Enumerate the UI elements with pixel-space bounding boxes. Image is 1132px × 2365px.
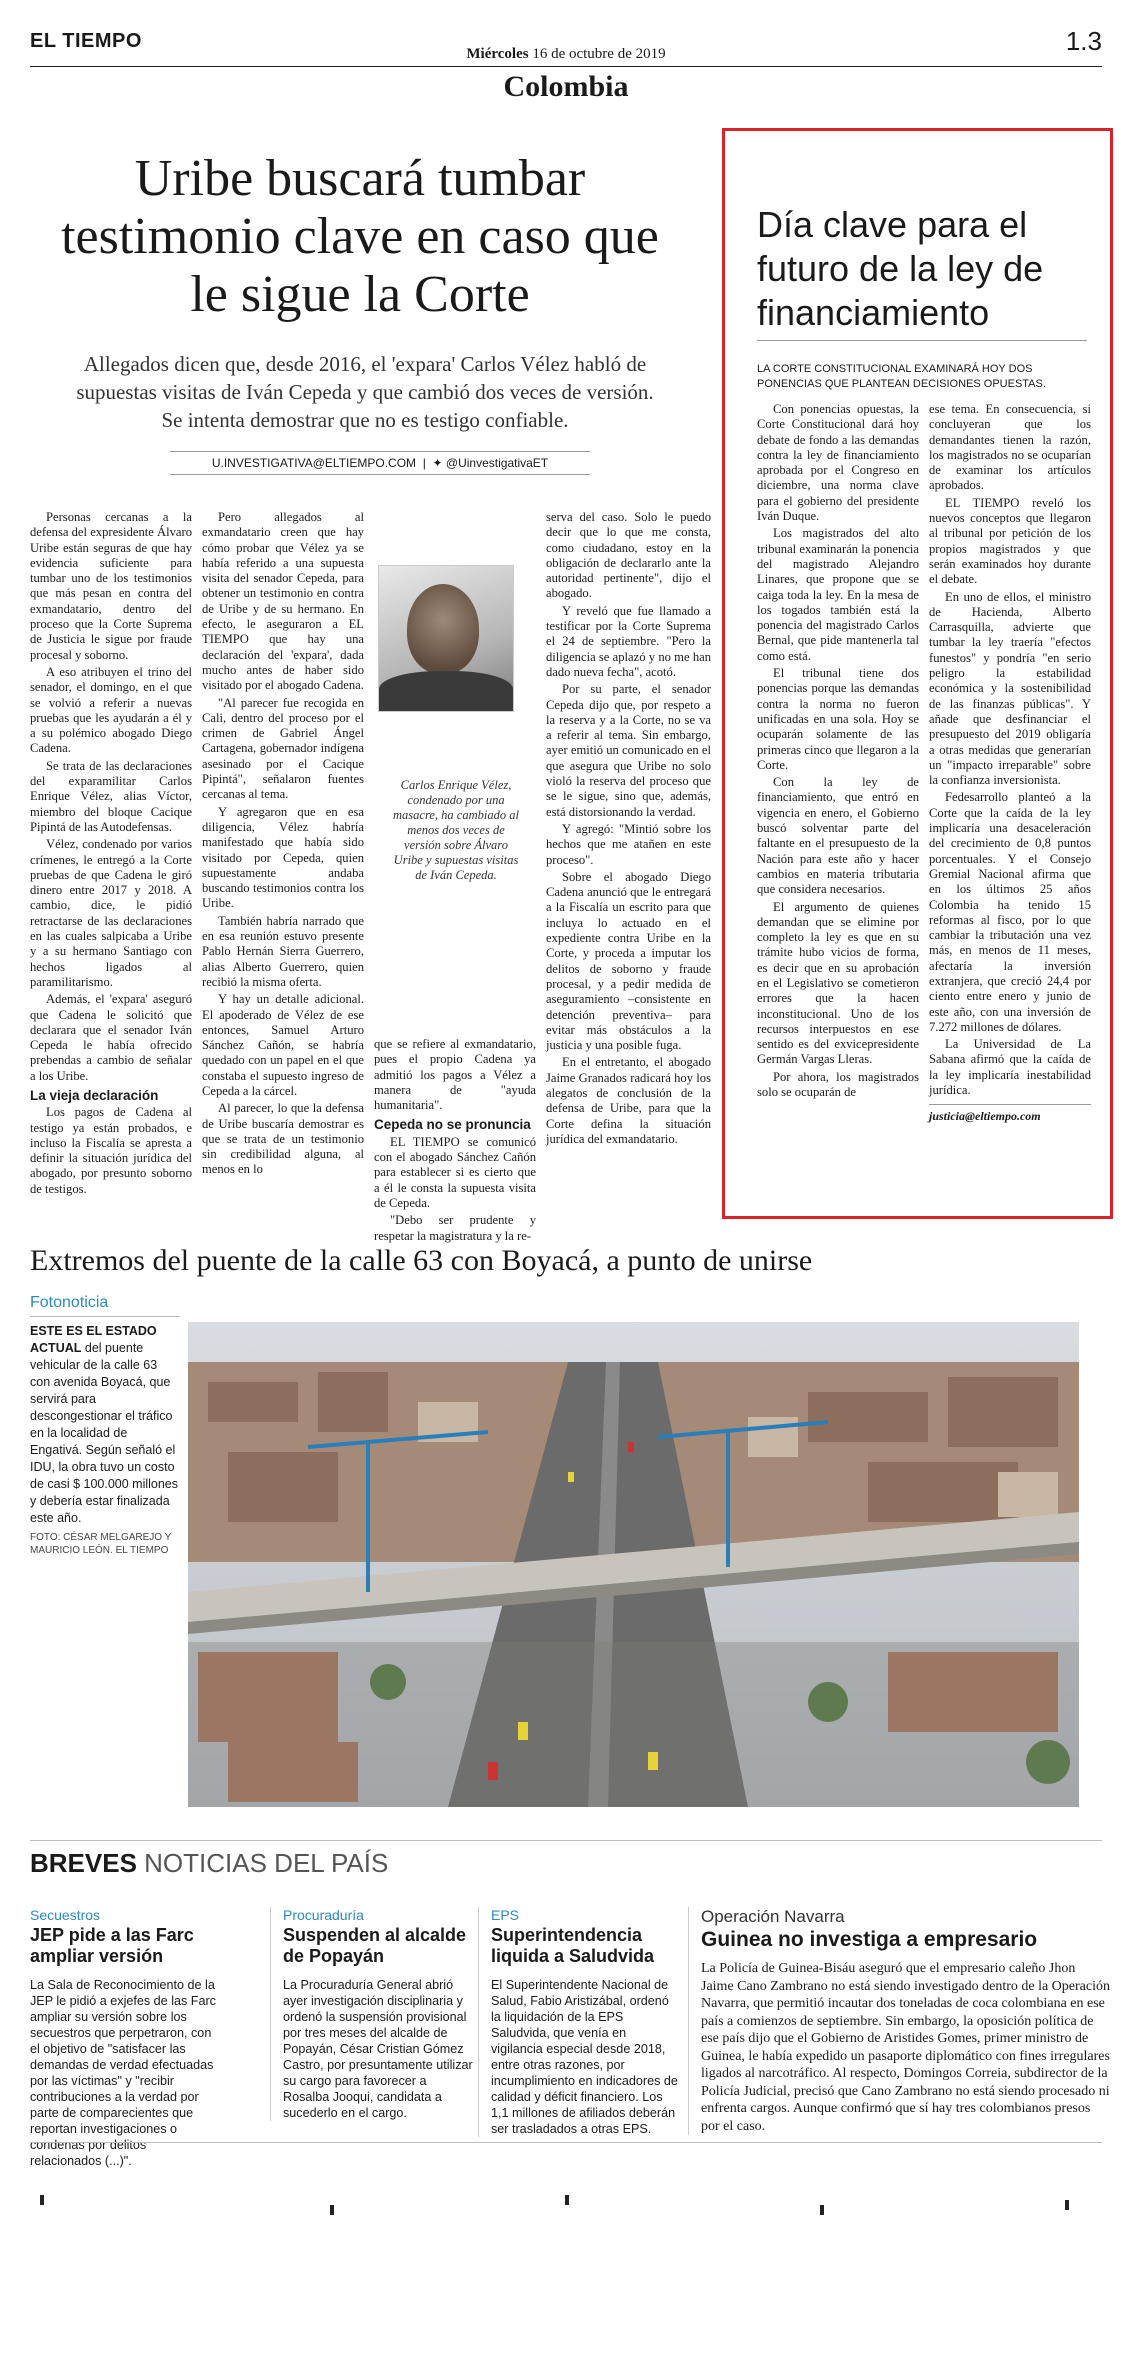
sidebar-column-2: [929, 402, 1091, 1127]
bridge-aerial-photo: [188, 1322, 1079, 1807]
speck: [330, 2205, 334, 2215]
brief-category: Procuraduría: [283, 1907, 364, 1923]
main-headline: Uribe buscará tumbar testimonio clave en caso que le sigue la Corte: [61, 150, 659, 323]
paragraph: que se refiere al exmandatario, pues el propio Cadena ya admitió los pagos a Vélez a manera de "ayuda humanitaria".: [374, 1037, 536, 1113]
brief-text: La Policía de Guinea-Bisáu aseguró que el empresario caleño Jhon Jaime Cano Zambrano no está siendo investigado dentro de la Operación Navarra, que permitió incautar dos toneladas de coca colombiana en ese país a comienzos de septiembre. Sin embargo, la oposición política de ese país dijo que el Gobierno de Aristides Gomes, primer ministro de Guinea, le había expedido un pasaporte diplomático con fines irregulares ligados al narcotráfico. Al respecto, Domingos Correia, subdirector de la Policía Judicial, precisó que Cano Zambrano no está siendo procesado ni enfrenta cargos. Aunque confirmó que sí hay tres colombianos presos por el caso.: [701, 1961, 1110, 2134]
paragraph: Al parecer, lo que la defensa de Uribe buscaría demostrar es que se trata de un testimonio sin credibilidad alguna, al menos en lo: [202, 1101, 364, 1177]
paragraph: "Al parecer fue recogida en Cali, dentro del proceso por el crimen de Gabriel Ángel Cartagena, gobernador indígena asesinado por el Cacique Pipintá", señalaron fuentes cercanas al tema.: [202, 695, 364, 802]
brief-title: Guinea no investiga a empresario: [701, 1928, 1038, 1951]
brief-item: [270, 1907, 473, 2121]
paragraph: Y agregaron que en esa diligencia, Vélez habría manifestado que había sido visitado por Cepeda, quien supuestamente andaba buscando testimonios contra los Uribe.: [202, 804, 364, 911]
main-deck: Allegados dicen que, desde 2016, el 'expara' Carlos Vélez habló de supuestas visitas de Iván Cepeda y que cambió dos veces de versión. Se intenta demostrar que no es testigo confiable.: [76, 352, 654, 432]
speck: [820, 2205, 824, 2215]
breves-title-bold: BREVES: [30, 1848, 137, 1878]
brief-title: Superintendencia liquida a Saludvida: [491, 1925, 655, 1966]
photo-story-label: Fotonoticia: [30, 1294, 109, 1311]
photo-story-lead: ESTE ES EL ESTADO ACTUAL: [30, 1324, 157, 1355]
brief-text: El Superintendente Nacional de Salud, Fabio Aristizábal, ordenó la liquidación de la EPS Saludvida, que venía en vigilancia especial desde 2018, entre otras razones, por incumplimiento en indicadores de calidad y déficit financiero. Los 1,1 millones de afiliados deberán ser trasladados a otras EPS.: [491, 1978, 678, 2136]
paragraph: Y hay un detalle adicional. El apoderado de Vélez de ese entonces, Samuel Arturo Sánchez Cañón, se habría quedado con un papel en el que constaba el supuesto ingreso de Cepeda a la cárcel.: [202, 992, 364, 1098]
portrait-photo: [378, 565, 514, 712]
paragraph: ese tema. En consecuencia, si concluyeran que los demandantes tienen la razón, los magistrados no se ocuparían de examinar los artículos aprobados.: [929, 402, 1091, 493]
sidebar-title: Día clave para el futuro de la ley de financiamiento: [757, 204, 1044, 333]
paragraph: El argumento de quienes demandan que se elimine por completo la ley es que en su trámite hubo vicios de forma, es decir que en su aprobación en el Legislativo se cometieron errores que la hacen inconstitucional. Uno de los recursos interpuestos en ese sentido es del exvicepresidente Germán Vargas Lleras.: [757, 899, 919, 1067]
photo-story-text: [30, 1316, 180, 1557]
brief-category: Secuestros: [30, 1907, 101, 1923]
paragraph: Fedesarrollo planteó a la Corte que la caída de la ley implicaría una desaceleración del crecimiento de 0,8 puntos porcentuales. Y el Consejo Gremial Nacional afirma que en los últimos 25 años Colombia ha tenido 15 reformas al fisco, por lo que cambiar la tributación una vez más, en menos de 11 meses, afectaría la inversión extranjera, que creció 24,4 por ciento entre enero y junio de este año, con una inversión de 7.272 millones de dólares.: [929, 790, 1091, 1034]
paragraph: Sobre el abogado Diego Cadena anunció que le entregará a la Fiscalía un escrito para que incluya lo actuado en el expediente contra Uribe en la Corte, y proceda a imputar los delitos de soborno y fraude procesal, y a pedir medida de aseguramiento –consistente en detención preventiva– para evitar más obstáculos a la justicia y una posible fuga.: [546, 869, 711, 1053]
paragraph: Personas cercanas a la defensa del expresidente Álvaro Uribe están seguras de que hay evidencia suficiente para tumbar uno de los testimonios que más pesan en contra del exmandatario, dentro del proceso que la Corte Suprema de Justicia le sigue por fraude procesal y soborno.: [30, 510, 192, 662]
article-column-1: [30, 510, 192, 1199]
speck: [1065, 2200, 1069, 2210]
brief-category: EPS: [491, 1907, 520, 1923]
paragraph: Y reveló que fue llamado a testificar por la Corte Suprema el 24 de septiembre. "Pero la diligencia se aplazó y no me han dado nueva fecha", acotó.: [546, 603, 711, 679]
paragraph: La Universidad de La Sabana afirmó que la caída de la ley implicaría inestabilidad jurídica.: [929, 1037, 1091, 1098]
paragraph: EL TIEMPO reveló los nuevos conceptos que llegaron al tribunal por petición de los propios magistrados y que serán examinados hoy durante el debate.: [929, 495, 1091, 587]
paragraph: Con la ley de financiamiento, que entró en vigencia en enero, el Gobierno buscó solventar parte del faltante en el presupuesto de la Nación para este año y hacer cambios en materia tributaria que considera necesarios.: [757, 775, 919, 897]
subhead: La vieja declaración: [30, 1087, 159, 1103]
paragraph: Se trata de las declaraciones del exparamilitar Carlos Enrique Vélez, alias Víctor, miembro del bloque Cacique Pipintá de las Autodefensas.: [30, 758, 192, 834]
twitter-icon: ✦: [432, 456, 443, 470]
portrait-shirt: [379, 671, 513, 711]
paragraph: Los magistrados del alto tribunal examinarán la ponencia del magistrado Alejandro Linares, que propone que se caiga toda la ley. En la mesa de los togados también está la ponencia del magistrado Carlos Bernal, que pide mantenerla tal como está.: [757, 526, 919, 663]
page-number: 1.3: [1065, 26, 1102, 56]
sidebar-column-1: [757, 402, 919, 1102]
article-column-3: [374, 1037, 536, 1246]
sidebar-rule: [757, 340, 1087, 341]
paragraph: EL TIEMPO se comunicó con el abogado Sánchez Cañón para establecer si es cierto que a él le consta la supuesta visita de Cepeda.: [374, 1134, 536, 1210]
sidebar-deck: LA CORTE CONSTITUCIONAL EXAMINARÁ HOY DOS PONENCIAS QUE PLANTEAN DECISIONES OPUESTAS.: [757, 363, 1046, 390]
header-rule: [30, 66, 1102, 67]
subhead: Cepeda no se pronuncia: [374, 1117, 531, 1133]
portrait-face: [407, 584, 479, 674]
brief-item: [30, 1907, 220, 2169]
photo-story-headline: Extremos del puente de la calle 63 con Boyacá, a punto de unirse: [30, 1244, 813, 1277]
brief-text: La Sala de Reconocimiento de la JEP le pidió a exjefes de las Farc ampliar su versión sobre los secuestros que perpetraron, con el objetivo de "satisfacer las demandas de verdad efectuadas por las víctimas" y "recibir contribuciones a la verdad por parte de comparecientes que reportan investigaciones o condenas por delitos relacionados (...)".: [30, 1978, 216, 2168]
paragraph: Con ponencias opuestas, la Corte Constitucional dará hoy debate de fondo a las demandas contra la ley de financiamiento aprobada por el Congreso en diciembre, una norma clave para el gobierno del presidente Iván Duque.: [757, 402, 919, 524]
brief-item: [478, 1907, 681, 2137]
brief-category: Operación Navarra: [701, 1907, 845, 1926]
paragraph: A eso atribuyen el trino del senador, el domingo, en el que se volvió a referir a nuevas pruebas que les ayudarán a él y a su polémico abogado Diego Cadena.: [30, 664, 192, 756]
byline-unit: U.INVESTIGATIVA@ELTIEMPO.COM: [211, 456, 417, 470]
photo-caption: Carlos Enrique Vélez, condenado por una masacre, ha cambiado al menos dos veces de versión sobre Álvaro Uribe y supuestas visitas de Iván Cepeda.: [393, 778, 519, 882]
paragraph: Por su parte, el senador Cepeda dijo que, por respeto a la reserva y a la Corte, no se va a referir al tema. Sin embargo, ayer emitió un comunicado en el que asegura que Uribe no solo violó la reserva del proceso que se le sigue, sino que, además, está distorsionando la verdad.: [546, 682, 711, 819]
article-column-4: [546, 510, 711, 1149]
paragraph: Pero allegados al exmandatario creen que hay cómo probar que Vélez ya se había referido a una supuesta visita del senador Cepeda, para obtener un testimonio en contra de Uribe y de su hermano. En efecto, le aseguraron a EL TIEMPO que hay una declaración del 'expara', dada mucho antes de haber sido visitado por el abogado Cadena.: [202, 510, 364, 693]
paragraph: serva del caso. Solo le puedo decir que lo que me consta, como ciudadano, estoy en la obligación de declararlo ante la autoridad pertinente", dijo el abogado.: [546, 510, 711, 601]
byline-handle: @UinvestigativaET: [445, 456, 549, 470]
brief-item-featured: [688, 1907, 1111, 2135]
date-rest: 16 de octubre de 2019: [532, 46, 666, 62]
breves-rule: [30, 1840, 1102, 1841]
byline: U.INVESTIGATIVA@ELTIEMPO.COM | ✦ @UinvestigativaET: [170, 451, 590, 475]
paragraph: Vélez, condenado por varios crímenes, le entregó a la Corte pruebas de que Cadena le giró dinero entre 2017 y 2018. A cambio, dice, le pidió retractarse de las declaraciones en las cuales salpicaba a Uribe y a su hermano Santiago con hechos ligados al paramilitarismo.: [30, 837, 192, 989]
brief-title: Suspenden al alcalde de Popayán: [283, 1925, 467, 1966]
masthead: EL TIEMPO: [30, 30, 142, 52]
paragraph: El tribunal tiene dos ponencias porque las demandas contra la norma no fueron unificadas en una sola. Hoy se ocuparán solamente de las primeras cinco que llegaron a la Corte.: [757, 666, 919, 772]
photo-credit: FOTO: CÉSAR MELGAREJO Y MAURICIO LEÓN. EL TIEMPO: [30, 1532, 172, 1556]
section-title: Colombia: [503, 70, 629, 103]
paragraph: "Debo ser prudente y respetar la magistratura y la re-: [374, 1213, 536, 1243]
photo-story-body: del puente vehicular de la calle 63 con avenida Boyacá, que servirá para descongestionar el tráfico en la localidad de Engativá. Según señaló el IDU, la obra tuvo un costo de casi $ 100.000 millones y debería estar finalizada este año.: [30, 1341, 179, 1525]
paragraph: Los pagos de Cadena al testigo ya están probados, e incluso la Fiscalía se apresta a definir la situación jurídica del abogado, por presunto soborno de testigos.: [30, 1105, 192, 1196]
breves-section-title: [30, 1848, 388, 1879]
sidebar-email-link[interactable]: justicia@eltiempo.com: [929, 1104, 1091, 1124]
issue-date: [0, 46, 1132, 63]
paragraph: En el entretanto, el abogado Jaime Granados radicará hoy los alegatos de conclusión de la defensa de Uribe, para que la Corte defina la situación jurídica del exmandatario.: [546, 1055, 711, 1146]
paragraph: En uno de ellos, el ministro de Hacienda, Alberto Carrasquilla, advierte que tumbar la ley traería "efectos funestos" y pondría "en serio peligro la estabilidad económica y la sostenibilidad de las finanzas públicas". Y añade que desfinanciar el presupuesto del 2019 obligaría a otras medidas que generarían un "impacto irreparable" sobre la confianza inversionista.: [929, 589, 1091, 788]
paragraph: Y agregó: "Mintió sobre los hechos que me atañen en este proceso".: [546, 821, 711, 867]
article-column-2: [202, 510, 364, 1180]
paragraph: También habría narrado que en esa reunión estuvo presente Pablo Hernán Sierra Guerrero, alias Alberto Guerrero, quien recibió la misma oferta.: [202, 913, 364, 989]
bridge-aerial-illustration: [188, 1322, 1079, 1807]
paragraph: Por ahora, los magistrados solo se ocuparán de: [757, 1069, 919, 1100]
brief-title: JEP pide a las Farc ampliar versión: [30, 1925, 194, 1966]
breves-title-light: NOTICIAS DEL PAÍS: [144, 1848, 389, 1878]
bottom-rule: [30, 2142, 1102, 2143]
brief-text: La Procuraduría General abrió ayer investigación disciplinaria y ordenó la suspensión provisional por tres meses del alcalde de Popayán, César Cristian Gómez Castro, por presuntamente utilizar su cargo para favorecer a Rosalba Jooqui, candidata a sucederlo en el cargo.: [283, 1978, 473, 2120]
date-day: Miércoles: [466, 46, 529, 62]
speck: [40, 2195, 44, 2205]
speck: [565, 2195, 569, 2205]
paragraph: Además, el 'expara' aseguró que Cadena le solicitó que declarara que el senador Iván Cepeda le había ofrecido prebendas a cambio de señalar a los Uribe.: [30, 992, 192, 1083]
